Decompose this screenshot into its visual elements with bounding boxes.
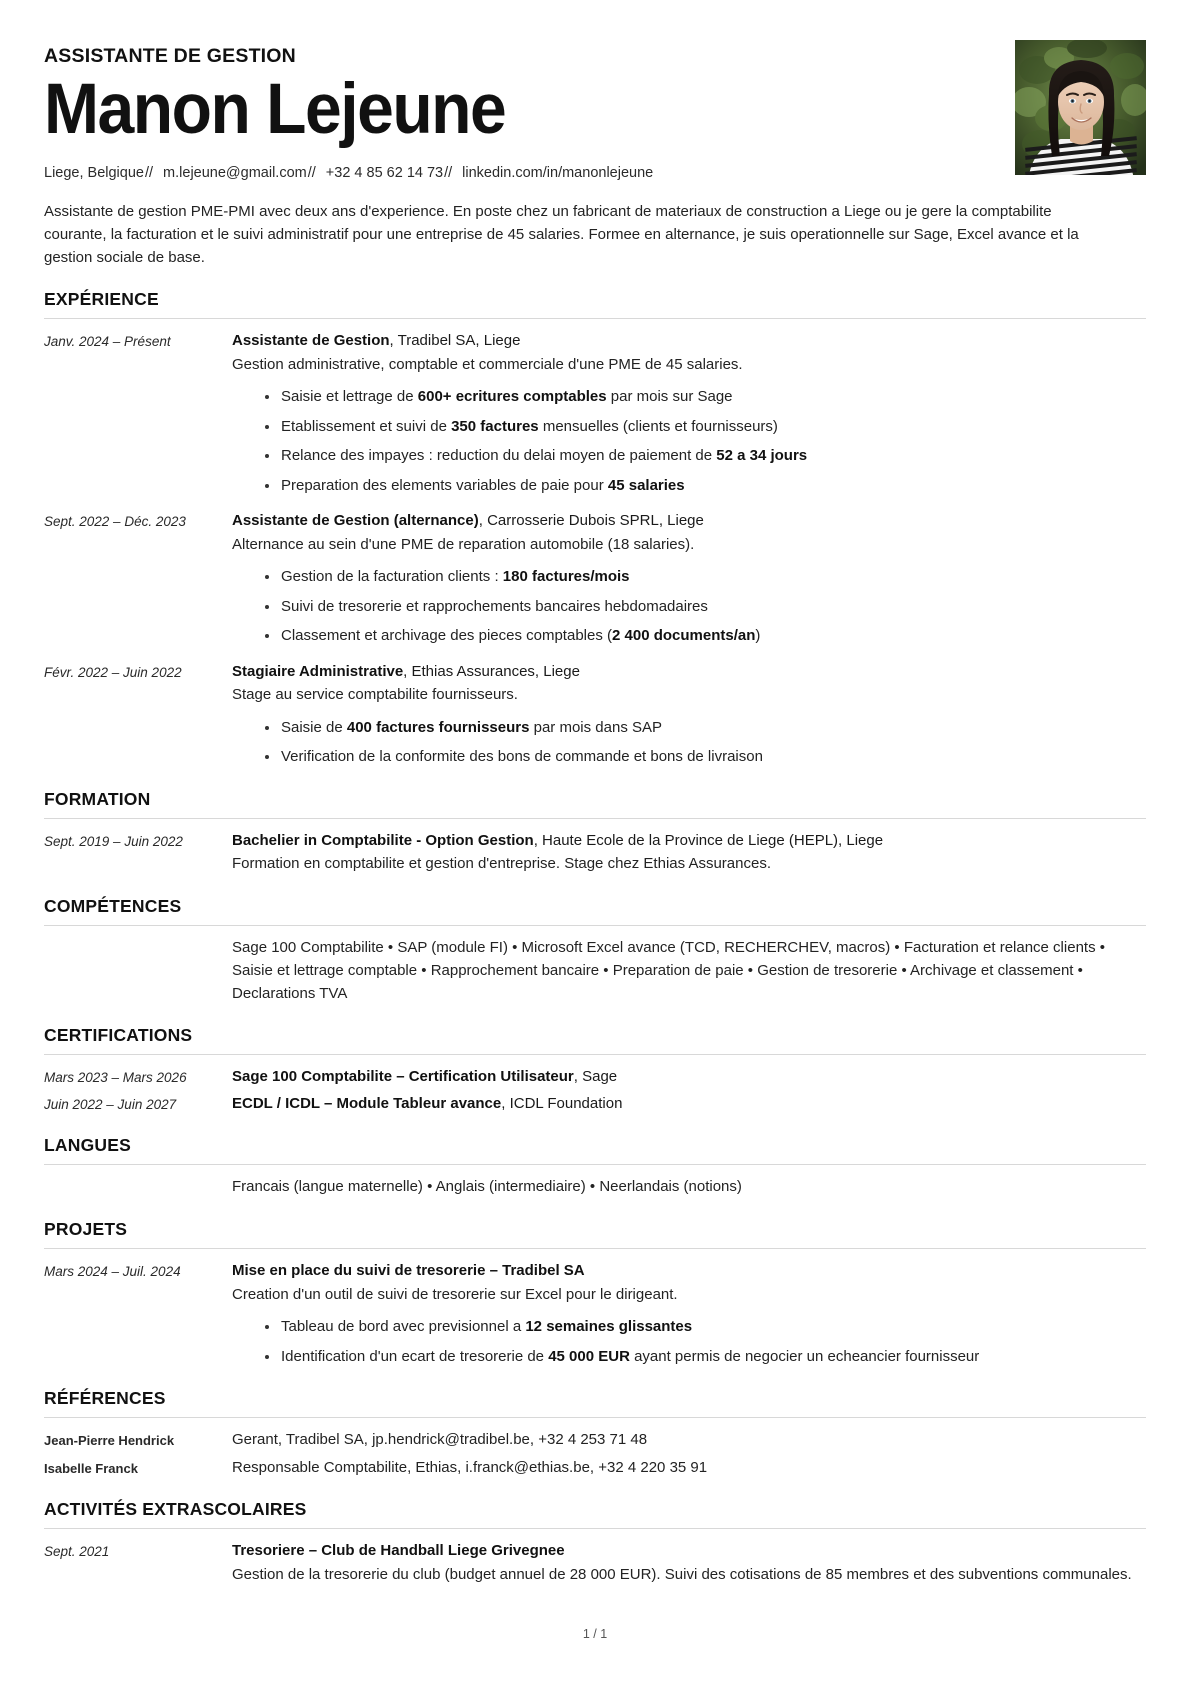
- contact-separator-2: //: [307, 164, 316, 181]
- entry-subtitle: Alternance au sein d'une PME de reparation automobile (18 salaries).: [232, 535, 695, 553]
- section-title-projets: PROJETS: [44, 1219, 128, 1240]
- section-title-competences: COMPÉTENCES: [44, 895, 182, 916]
- header-text-block: [44, 40, 995, 183]
- entry-date: Févr. 2022 – Juin 2022: [44, 664, 182, 680]
- bullet-pre: Gestion de la facturation clients :: [281, 568, 503, 586]
- bullet-pre: Suivi de tresorerie et rapprochements bancaires hebdomadaires: [281, 597, 708, 615]
- list-item: [265, 596, 1146, 619]
- list-item: [265, 566, 1146, 589]
- activity-entry: [44, 1540, 1146, 1586]
- entry-company: , Tradibel SA, Liege: [389, 332, 521, 350]
- entry-heading: [232, 661, 1146, 684]
- candidate-name: Manon Lejeune: [44, 70, 506, 150]
- entry-subtitle: Formation en comptabilite et gestion d'entreprise. Stage chez Ethias Assurances.: [232, 855, 771, 873]
- section-formation: [44, 789, 1146, 876]
- section-extrascolaires: [44, 1499, 1146, 1586]
- section-certifications: [44, 1025, 1146, 1115]
- bullet-pre: Etablissement et suivi de: [281, 417, 452, 435]
- entry-body: [232, 330, 1146, 497]
- bullet-bold: 600+ ecritures comptables: [417, 388, 607, 406]
- certification-entry: [44, 1093, 1146, 1116]
- entry-company: , Ethias Assurances, Liege: [403, 662, 580, 680]
- entry-body: [232, 510, 1146, 648]
- list-item: [265, 445, 1146, 468]
- list-item: [265, 746, 1146, 769]
- bullet-post: ayant permis de negocier un echeancier fournisseur: [629, 1347, 980, 1365]
- resume-header: [44, 40, 1146, 183]
- entry-degree: Bachelier in Comptabilite - Option Gestion: [232, 831, 534, 849]
- langues-block: [44, 1176, 1146, 1199]
- competences-block: [44, 937, 1146, 1005]
- section-title-formation: FORMATION: [44, 788, 151, 809]
- entry-date: Sept. 2021: [44, 1544, 110, 1560]
- bullet-post: mensuelles (clients et fournisseurs): [538, 417, 778, 435]
- contact-separator-3: //: [444, 164, 453, 181]
- entry-date: Mars 2023 – Mars 2026: [44, 1070, 187, 1086]
- project-name: Mise en place du suivi de tresorerie – Tradibel SA: [232, 1262, 585, 1280]
- section-divider: [44, 318, 1146, 319]
- entry-heading: [232, 830, 1146, 853]
- bullet-pre: Relance des impayes : reduction du delai moyen de paiement de: [281, 447, 717, 465]
- section-divider: [44, 818, 1146, 819]
- experience-entry: [44, 510, 1146, 648]
- bullet-bold: 350 factures: [451, 417, 539, 435]
- entry-heading: [232, 1260, 1146, 1283]
- experience-entry: [44, 661, 1146, 769]
- entry-subtitle: Gestion de la tresorerie du club (budget annuel de 28 000 EUR). Suivi des cotisations de 85 membres et des subventions communales.: [232, 1565, 1132, 1583]
- list-item: [265, 1316, 1146, 1339]
- certification-entry: [44, 1066, 1146, 1089]
- entry-bullets: [232, 566, 1146, 648]
- bullet-bold: 2 400 documents/an: [612, 627, 756, 645]
- list-item: [265, 386, 1146, 409]
- entry-date: Sept. 2019 – Juin 2022: [44, 833, 183, 849]
- page-indicator: 1 / 1: [582, 1627, 608, 1641]
- entry-date: Sept. 2022 – Déc. 2023: [44, 514, 186, 530]
- section-title-langues: LANGUES: [44, 1135, 131, 1156]
- section-divider: [44, 1417, 1146, 1418]
- entry-body: [232, 1429, 1146, 1452]
- bullet-post: par mois dans SAP: [529, 718, 663, 736]
- section-divider: [44, 1054, 1146, 1055]
- reference-entry: [44, 1457, 1146, 1480]
- list-item: [265, 416, 1146, 439]
- entry-company: , Carrosserie Dubois SPRL, Liege: [478, 512, 704, 530]
- section-references: [44, 1388, 1146, 1479]
- contact-email[interactable]: m.lejeune@gmail.com: [163, 164, 307, 181]
- bullet-bold: 400 factures fournisseurs: [346, 718, 530, 736]
- section-title-certifications: CERTIFICATIONS: [44, 1025, 193, 1046]
- bullet-pre: Verification de la conformite des bons de commande et bons de livraison: [281, 748, 763, 766]
- entry-body: [232, 1066, 1146, 1089]
- contact-linkedin[interactable]: linkedin.com/in/manonlejeune: [462, 164, 654, 181]
- entry-body: [232, 1260, 1146, 1368]
- experience-entry: [44, 330, 1146, 497]
- entry-body: [232, 661, 1146, 769]
- entry-date: Mars 2024 – Juil. 2024: [44, 1264, 181, 1280]
- section-divider: [44, 925, 1146, 926]
- entry-body: [232, 830, 1146, 876]
- competences-text: Sage 100 Comptabilite • SAP (module FI) • Microsoft Excel avance (TCD, RECHERCHEV, macros) • Facturation et relance clients • Saisie et lettrage comptable • Rapprochement bancaire • Preparation de paie • Gestion de tresorerie • Archivage et classement • Declarations TVA: [232, 938, 1105, 1002]
- bullet-pre: Saisie et lettrage de: [281, 388, 418, 406]
- section-title-extrascolaires: ACTIVITÉS EXTRASCOLAIRES: [44, 1499, 307, 1520]
- entry-subtitle: Creation d'un outil de suivi de tresorerie sur Excel pour le dirigeant.: [232, 1285, 678, 1303]
- certification-name: Sage 100 Comptabilite – Certification Utilisateur: [232, 1068, 574, 1086]
- entry-role: Stagiaire Administrative: [232, 662, 404, 680]
- bullet-bold: 12 semaines glissantes: [525, 1318, 693, 1336]
- formation-entry: [44, 830, 1146, 876]
- reference-detail: Gerant, Tradibel SA, jp.hendrick@tradibel.be, +32 4 253 71 48: [232, 1431, 648, 1449]
- activity-role: Tresoriere – Club de Handball Liege Grivegnee: [232, 1542, 565, 1560]
- bullet-pre: Preparation des elements variables de paie pour: [281, 476, 608, 494]
- project-entry: [44, 1260, 1146, 1368]
- entry-body: [232, 1093, 1146, 1116]
- entry-role: Assistante de Gestion (alternance): [232, 512, 479, 530]
- certification-issuer: , ICDL Foundation: [501, 1094, 623, 1112]
- entry-body: [232, 1457, 1146, 1480]
- list-item: [265, 1346, 1146, 1369]
- section-divider: [44, 1164, 1146, 1165]
- certification-name: ECDL / ICDL – Module Tableur avance: [232, 1094, 502, 1112]
- section-title-references: RÉFÉRENCES: [44, 1388, 166, 1409]
- entry-bullets: [232, 717, 1146, 769]
- contact-separator-1: //: [144, 164, 154, 181]
- reference-entry: [44, 1429, 1146, 1452]
- reference-name: Jean-Pierre Hendrick: [44, 1433, 175, 1449]
- profile-summary: Assistante de gestion PME-PMI avec deux ans d'experience. En poste chez un fabricant de materiaux de construction a Liege ou je gere la comptabilite courante, la facturation et le suivi administratif pour une entreprise de 45 salaries. Formee en alternance, je suis operationnelle sur Sage, Excel avance et la gestion sociale de base.: [44, 203, 1079, 266]
- entry-institution: , Haute Ecole de la Province de Liege (HEPL), Liege: [533, 831, 884, 849]
- bullet-bold: 52 a 34 jours: [716, 447, 808, 465]
- entry-bullets: [232, 1316, 1146, 1368]
- section-projets: [44, 1219, 1146, 1368]
- section-divider: [44, 1528, 1146, 1529]
- entry-subtitle: Stage au service comptabilite fournisseurs.: [232, 686, 518, 704]
- section-experience: [44, 289, 1146, 769]
- entry-role: Assistante de Gestion: [232, 332, 390, 350]
- list-item: [265, 717, 1146, 740]
- entry-subtitle: Gestion administrative, comptable et commerciale d'une PME de 45 salaries.: [232, 355, 743, 373]
- certification-issuer: , Sage: [573, 1068, 618, 1086]
- bullet-post: par mois sur Sage: [606, 388, 733, 406]
- section-title-experience: EXPÉRIENCE: [44, 289, 159, 310]
- entry-bullets: [232, 386, 1146, 497]
- list-item: [265, 475, 1146, 498]
- contact-line: [44, 163, 995, 183]
- contact-location: Liege, Belgique: [44, 164, 144, 181]
- entry-date: Janv. 2024 – Présent: [44, 334, 171, 350]
- entry-body: [232, 1540, 1146, 1586]
- bullet-bold: 45 000 EUR: [548, 1347, 630, 1365]
- reference-detail: Responsable Comptabilite, Ethias, i.franck@ethias.be, +32 4 220 35 91: [232, 1458, 708, 1476]
- bullet-pre: Identification d'un ecart de tresorerie de: [281, 1347, 549, 1365]
- bullet-bold: 45 salaries: [607, 476, 685, 494]
- bullet-pre: Tableau de bord avec previsionnel a: [281, 1318, 526, 1336]
- bullet-bold: 180 factures/mois: [502, 568, 630, 586]
- section-competences: [44, 896, 1146, 1005]
- entry-heading: [232, 510, 1146, 533]
- role-title: ASSISTANTE DE GESTION: [44, 45, 296, 67]
- entry-heading: [232, 1093, 1146, 1116]
- list-item: [265, 625, 1146, 648]
- bullet-pre: Classement et archivage des pieces comptables (: [281, 627, 612, 645]
- reference-name: Isabelle Franck: [44, 1460, 138, 1476]
- entry-heading: [232, 330, 1146, 353]
- entry-heading: [232, 1540, 1146, 1563]
- bullet-pre: Saisie de: [281, 718, 347, 736]
- langues-text: Francais (langue maternelle) • Anglais (intermediaire) • Neerlandais (notions): [232, 1178, 742, 1196]
- bullet-post: ): [755, 627, 761, 645]
- contact-phone[interactable]: +32 4 85 62 14 73: [325, 164, 444, 181]
- avatar: [1015, 40, 1146, 175]
- section-divider: [44, 1248, 1146, 1249]
- entry-date: Juin 2022 – Juin 2027: [44, 1096, 177, 1112]
- entry-heading: [232, 1066, 1146, 1089]
- section-langues: [44, 1135, 1146, 1199]
